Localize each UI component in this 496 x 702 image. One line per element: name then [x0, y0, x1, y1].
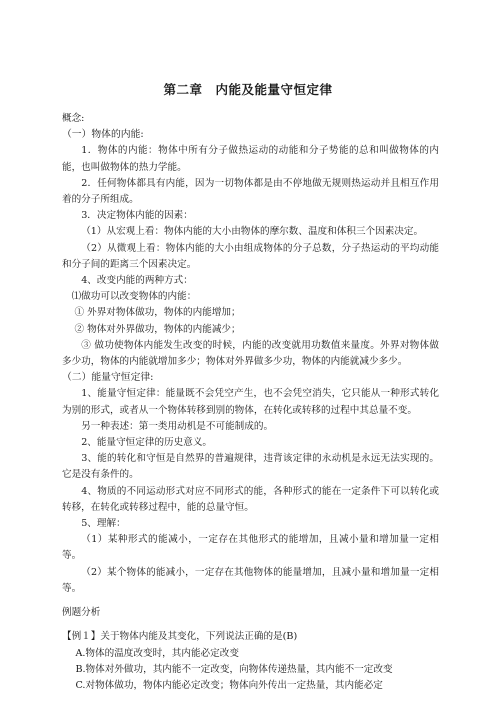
concept-heading: 概念:: [62, 113, 85, 124]
paragraph: 3．决定物体内能的因素：: [81, 210, 193, 222]
section-heading: （一）物体的内能:: [62, 129, 144, 141]
paragraph: （2）某个物体的能减小，一定存在其他物体的能量增加，且减小量和增加量一定相等。: [62, 566, 439, 594]
paragraph: 4、物质的不同运动形式对应不同形式的能，各种形式的能在一定条件下可以转化或转移，在转化或转移过程中，能的总量守恒。: [62, 485, 439, 513]
paragraph: （1）从宏观上看：物体内能的大小由物体的摩尔数、温度和体积三个因素决定。: [81, 226, 424, 238]
paragraph: （2）从微观上看：物体内能的大小由组成物体的分子总数，分子热运动的平均动能和分子间的距离三个因素决定。: [62, 242, 439, 270]
example-heading: 例题分析: [62, 607, 101, 619]
paragraph: 另一种表述：第一类用动机是不可能制成的。: [81, 420, 274, 432]
paragraph: 5、理解：: [81, 518, 126, 530]
document-body: [62, 111, 439, 694]
list-item: ③ 做功使物体内能发生改变的时候，内能的改变就用功数值来量度。外界对物体做多少功，物体的内能就增加多少；物体对外界做多少功，物体的内能就减少多少。: [62, 339, 439, 368]
chapter-title: 第二章 内能及能量守恒定律: [163, 82, 333, 97]
paragraph: 4、改变内能的两种方式：: [81, 275, 193, 287]
answer-option: A.物体的温度改变时，其内能必定改变: [75, 647, 239, 659]
answer-option: B.物体对外做功，其内能不一定改变，向物体传递热量，其内能不一定改变: [75, 663, 393, 675]
section-heading: （二）能量守恒定律:: [62, 372, 154, 384]
paragraph: 1．物体的内能：物体中所有分子做热运动的动能和分子势能的总和叫做物体的内能，也叫做物体的热力学能。: [62, 145, 439, 173]
list-item: ① 外界对物体做功，物体的内能增加；: [74, 307, 241, 319]
answer-option: C.对物体做功，物体内能必定改变；物体向外传出一定热量，其内能必定: [75, 679, 383, 691]
paragraph: 2、能量守恒定律的历史意义。: [81, 437, 213, 449]
paragraph: （1）某种形式的能减小，一定存在其他形式的能增加，且减小量和增加量一定相等。: [62, 534, 439, 562]
spacer: [62, 597, 439, 605]
spacer: [62, 621, 439, 629]
list-item: ② 物体对外界做功，物体的内能减少；: [74, 323, 241, 335]
paragraph: ⑴做功可以改变物体的内能：: [71, 291, 197, 303]
paragraph: 3、能的转化和守恒是自然界的普遍规律，违背该定律的永动机是永远无法实现的。它是没有条件的。: [62, 453, 439, 481]
paragraph: 1、能量守恒定律：能量既不会凭空产生，也不会凭空消失，它只能从一种形式转化为别的形式，或者从一个物体转移到别的物体，在转化或转移的过程中其总量不变。: [62, 388, 439, 416]
example-question: 【例１】关于物体内能及其变化，下列说法正确的是(B): [62, 631, 298, 643]
paragraph: 2．任何物体都具有内能，因为一切物体都是由不停地做无规则热运动并且相互作用着的分子所组成。: [62, 177, 439, 206]
